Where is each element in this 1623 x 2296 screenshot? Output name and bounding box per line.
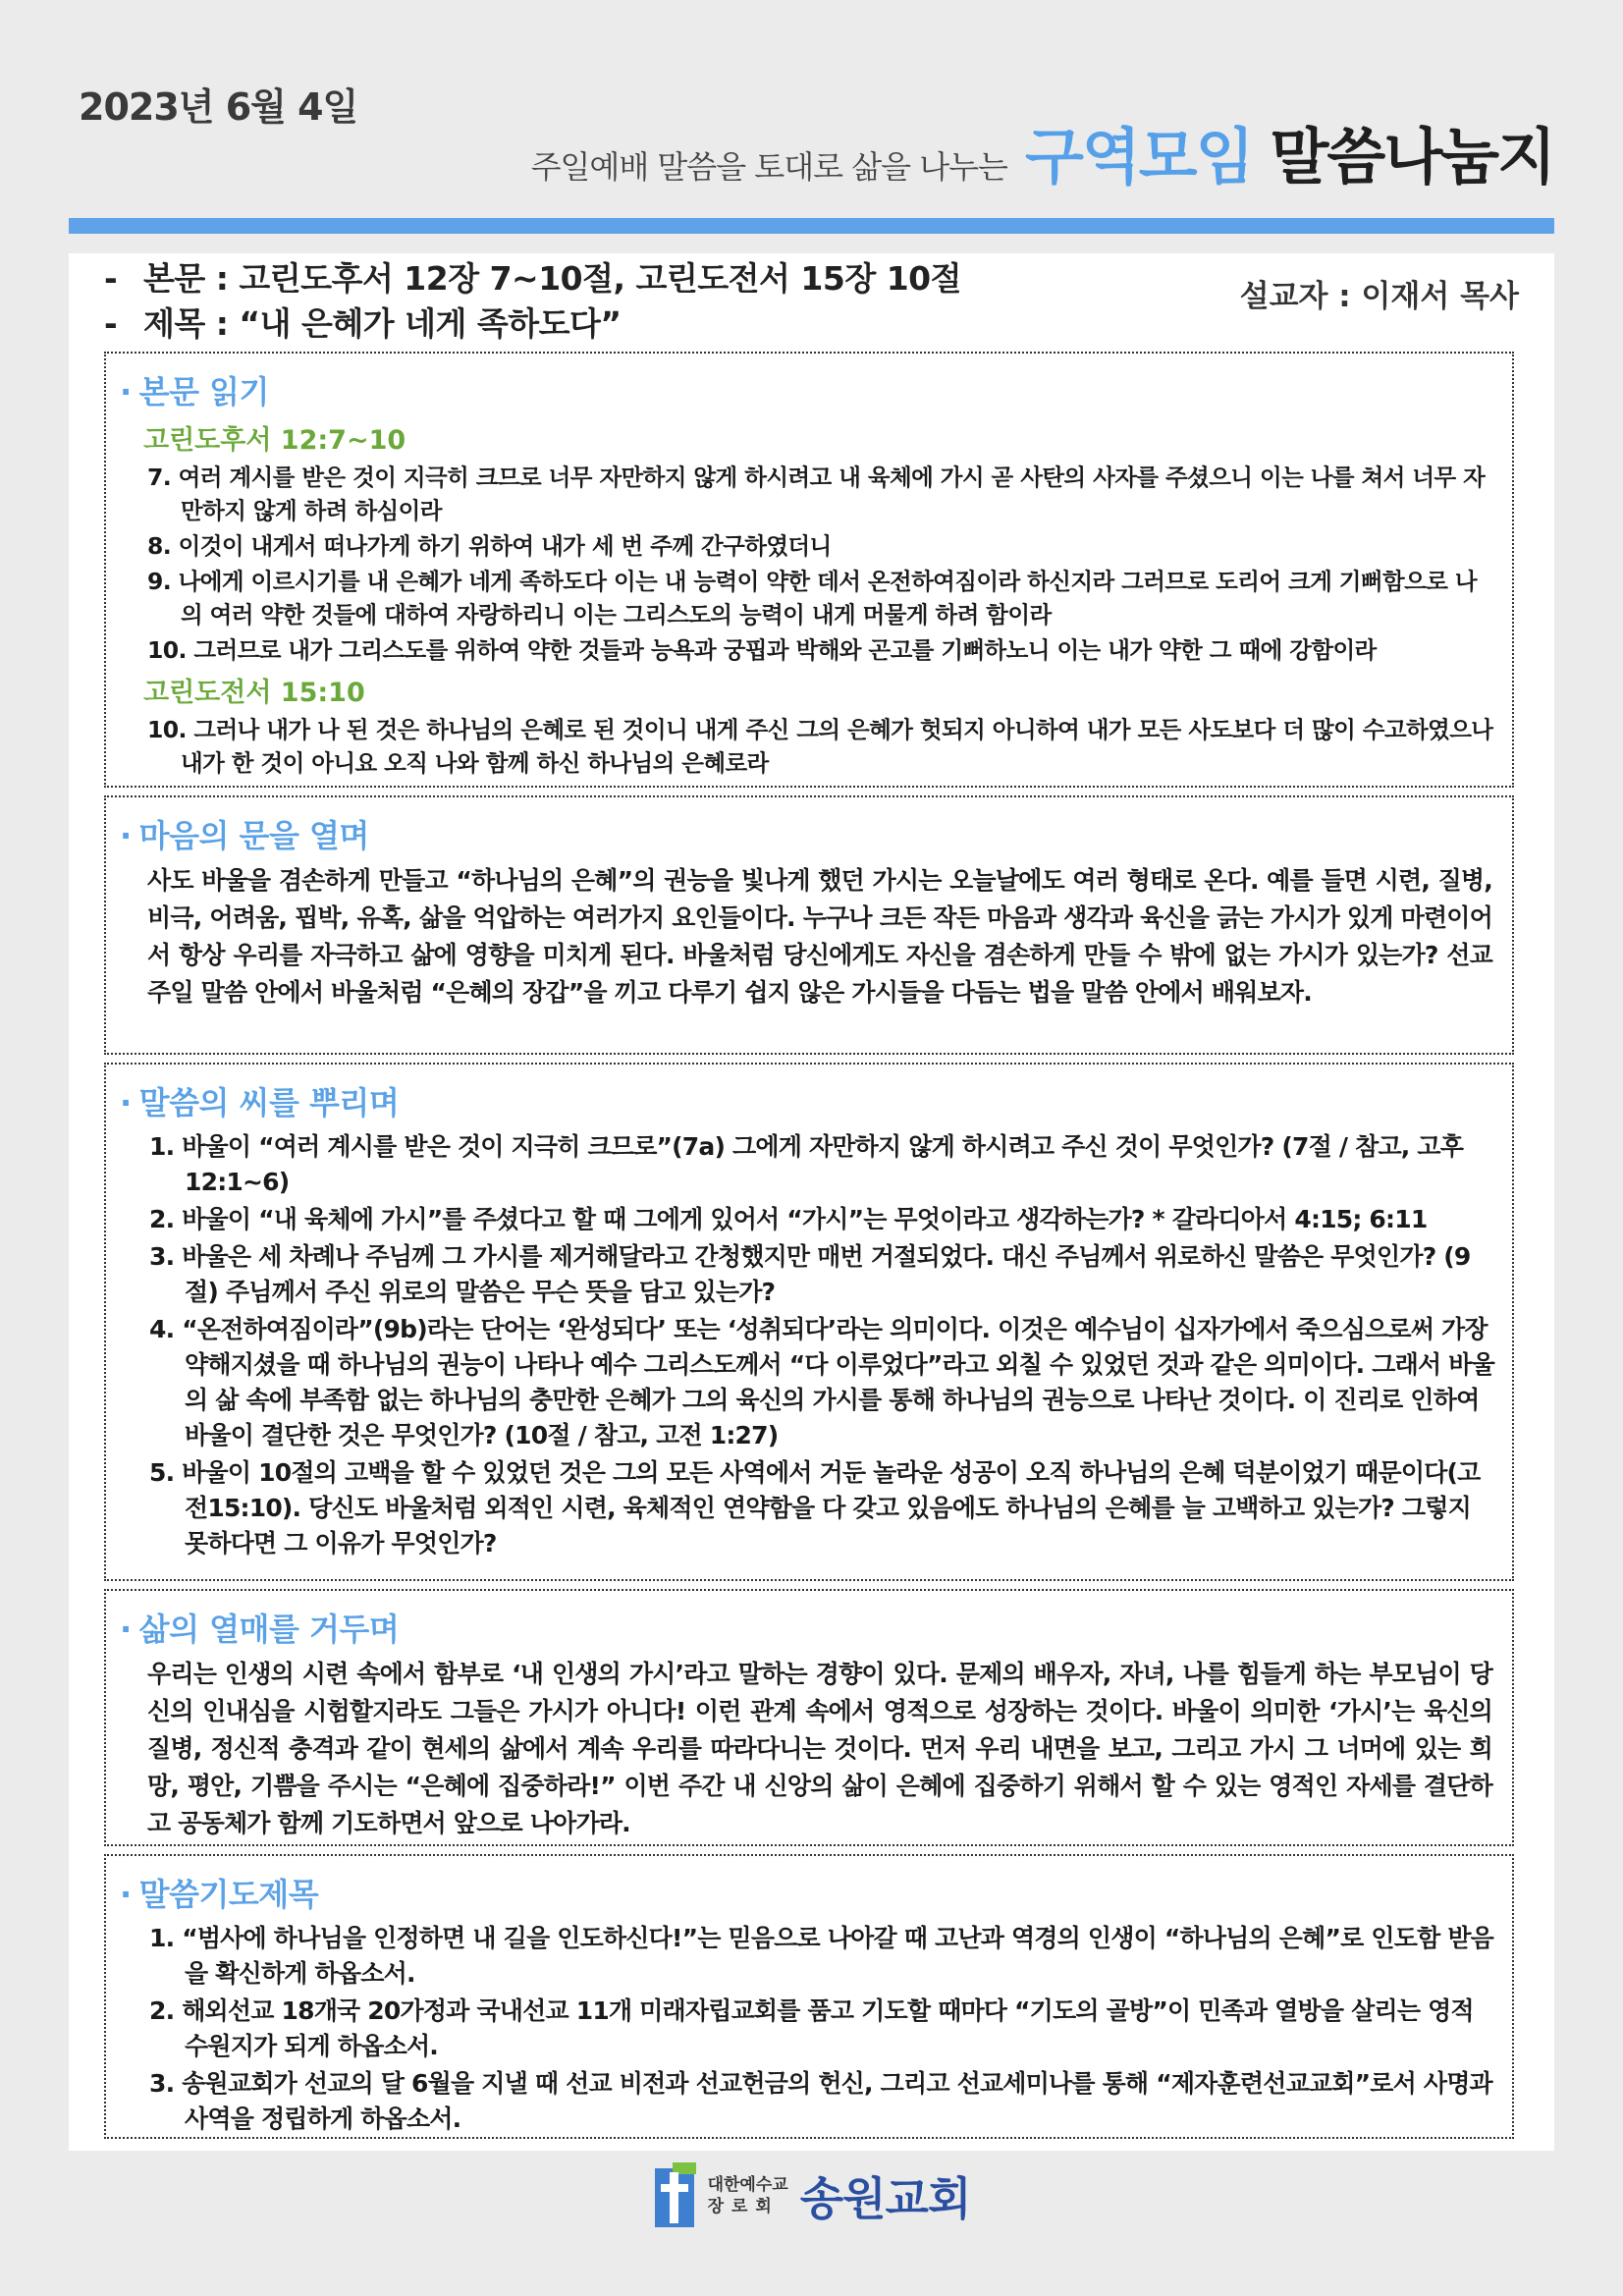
section-harvest: [104, 1589, 1514, 1846]
question-item: 4. “온전하여짐이라”(9b)라는 단어는 ‘완성되다’ 또는 ‘성취되다’라는 의미이다. 이것은 예수님이 십자가에서 죽으심으로써 가장 약해지셨을 때 하나님의 권능이 나타나 예수 그리스도께서 “다 이루었다”라고 외칠 수 있었던 것과 같은 의미이다. 그래서 바울의 삶 속에 부족함 없는 하나님의 충만한 은혜가 그의 육신의 가시를 통해 하나님의 권능으로 나타난 것이다. 이 진리로 인하여 바울이 결단한 것은 무엇인가? (10절 / 참고, 고전 1:27): [149, 1315, 1494, 1449]
bullet-dot-icon: ·: [120, 1876, 132, 1913]
denomination-label: [708, 2174, 788, 2217]
date: 2023년 6월 4일: [79, 85, 358, 129]
headline: [531, 108, 1554, 195]
church-cross-icon: [653, 2162, 696, 2229]
dash-bullet: -: [104, 304, 118, 343]
question-item: 5. 바울이 10절의 고백을 할 수 있었던 것은 그의 모든 사역에서 거둔 놀라운 성공이 오직 하나님의 은혜 덕분이었기 때문이다(고전15:10). 당신도 바울처럼 외적인 시련, 육체적인 연약함을 다 갖고 있음에도 하나님의 은혜를 늘 고백하고 있는가? 그렇지 못하다면 그 이유가 무엇인가?: [149, 1458, 1481, 1558]
question-item: 1. 바울이 “여러 계시를 받은 것이 지극히 크므로”(7a) 그에게 자만하지 않게 하시려고 주신 것이 무엇인가? (7절 / 참고, 고후 12:1~6): [149, 1132, 1464, 1196]
section-paragraph: 우리는 인생의 시련 속에서 함부로 ‘내 인생의 가시’라고 말하는 경향이 있다. 문제의 배우자, 자녀, 나를 힘들게 하는 부모님이 당신의 인내심을 시험할지라도 그들은 가시가 아니다! 이런 관계 속에서 영적으로 성장하는 것이다. 바울이 의미한 ‘가시’는 육신의 질병, 정신적 충격과 같이 현세의 삶에서 계속 우리를 따라다니는 것이다. 먼저 우리 내면을 보고, 그리고 가시 그 너머에 있는 희망, 평안, 기쁨을 주시는 “은혜에 집중하라!” 이번 주간 내 신앙의 삶이 은혜에 집중하기 위해서 할 수 있는 영적인 자세를 결단하고 공동체가 함께 기도하면서 앞으로 나아가라.: [147, 1660, 1492, 1837]
headline-highlight: 구역모임: [1024, 121, 1253, 192]
preacher: 설교자 : 이재서 목사: [1239, 279, 1519, 314]
question-item: 2. 바울이 “내 육체에 가시”를 주셨다고 할 때 그에게 있어서 “가시”는 무엇이라고 생각하는가? * 갈라디아서 4:15; 6:11: [149, 1205, 1428, 1233]
section-reading: [104, 352, 1514, 788]
section-title-text: 마음의 문을 열며: [138, 817, 369, 854]
verse: 7. 여러 계시를 받은 것이 지극히 크므로 너무 자만하지 않게 하시려고 내 육체에 가시 곧 사탄의 사자를 주셨으니 이는 나를 쳐서 너무 자만하지 않게 하려 하심이라: [147, 464, 1486, 524]
scripture-text: 본문 : 고린도후서 12장 7~10절, 고린도전서 15장 10절: [143, 259, 962, 298]
section-title-text: 말씀의 씨를 뿌리며: [138, 1084, 400, 1121]
denomination-bottom: 장로회: [707, 2197, 780, 2216]
sermon-meta: [104, 253, 1519, 350]
dash-bullet: -: [104, 259, 118, 298]
section-paragraph: 사도 바울을 겸손하게 만들고 “하나님의 은혜”의 권능을 빛나게 했던 가시는 오늘날에도 여러 형태로 온다. 예를 들면 시련, 질병, 비극, 어려움, 핍박, 유혹, 삶을 억압하는 여러가지 요인들이다. 누구나 크든 작든 마음과 생각과 육신을 긁는 가시가 있게 마련이어서 항상 우리를 자극하고 삶에 영향을 미치게 된다. 바울처럼 당신에게도 자신을 겸손하게 만들 수 밖에 없는 가시가 있는가? 선교주일 말씀 안에서 바울처럼 “은혜의 장갑”을 끼고 다루기 쉽지 않은 가시들을 다듬는 법을 말씀 안에서 배워보자.: [147, 866, 1492, 1007]
headline-subtitle: 주일예배 말씀을 토대로 삶을 나누는: [530, 148, 1007, 186]
section-title: [120, 367, 1498, 412]
bullet-dot-icon: ·: [120, 817, 132, 854]
section-title-text: 말씀기도제목: [138, 1876, 319, 1913]
section-seed: [104, 1063, 1514, 1581]
bullet-dot-icon: ·: [120, 1084, 132, 1121]
section-prayer: [104, 1854, 1514, 2139]
cross-logo-svg: [653, 2162, 696, 2229]
church-name: 송원교회: [799, 2172, 971, 2225]
scripture-ref: 고린도전서 15:10: [143, 678, 365, 708]
verse: 10. 그러나 내가 나 된 것은 하나님의 은혜로 된 것이니 내게 주신 그의 은혜가 헛되지 아니하여 내가 모든 사도보다 더 많이 수고하였으나 내가 한 것이 아니요 오직 나와 함께 하신 하나님의 은혜로라: [147, 716, 1493, 777]
section-title: [120, 1078, 1498, 1123]
prayer-item: 2. 해외선교 18개국 20가정과 국내선교 11개 미래자립교회를 품고 기도할 때마다 “기도의 골방”이 민족과 열방을 살리는 영적 수원지가 되게 하옵소서.: [149, 1996, 1474, 2060]
scripture-ref: 고린도후서 12:7~10: [143, 425, 406, 456]
headline-main: 말씀나눔지: [1270, 121, 1554, 192]
bullet-dot-icon: ·: [120, 1611, 132, 1648]
header-divider-bar: [69, 218, 1554, 234]
topic-text: 제목 : “내 은혜가 네게 족하도다”: [143, 304, 622, 343]
content-paper: [69, 253, 1554, 2151]
topic-line: [104, 299, 622, 345]
section-title-text: 삶의 열매를 거두며: [138, 1611, 400, 1648]
verse: 10. 그러므로 내가 그리스도를 위하여 약한 것들과 능욕과 궁핍과 박해와 곤고를 기뻐하노니 이는 내가 약한 그 때에 강함이라: [147, 636, 1377, 664]
section-title: [120, 811, 1498, 856]
prayer-item: 3. 송원교회가 선교의 달 6월을 지낼 때 선교 비전과 선교헌금의 헌신, 그리고 선교세미나를 통해 “제자훈련선교교회”로서 사명과 사역을 정립하게 하옵소서.: [149, 2069, 1492, 2133]
verse: 8. 이것이 내게서 떠나가게 하기 위하여 내가 세 번 주께 간구하였더니: [147, 532, 832, 560]
denomination-top: 대한예수교: [707, 2175, 788, 2195]
prayer-item: 1. “범사에 하나님을 인정하면 내 길을 인도하신다!”는 믿음으로 나아갈 때 고난과 역경의 인생이 “하나님의 은혜”로 인도함 받음을 확신하게 하옵소서.: [149, 1924, 1494, 1988]
section-title-text: 본문 읽기: [138, 373, 269, 410]
verse: 9. 나에게 이르시기를 내 은혜가 네게 족하도다 이는 내 능력이 약한 데서 온전하여짐이라 하신지라 그러므로 도리어 크게 기뻐함으로 나의 여러 약한 것들에 대하여 자랑하리니 이는 그리스도의 능력이 내게 머물게 하려 함이라: [147, 568, 1477, 629]
scripture-line: [104, 253, 961, 300]
section-title: [120, 1870, 1498, 1915]
section-title: [120, 1605, 1498, 1650]
bullet-dot-icon: ·: [120, 373, 132, 410]
question-item: 3. 바울은 세 차례나 주님께 그 가시를 제거해달라고 간청했지만 매번 거절되었다. 대신 주님께서 위로하신 말씀은 무엇인가? (9절) 주님께서 주신 위로의 말씀은 무슨 뜻을 담고 있는가?: [149, 1242, 1471, 1306]
church-logo: [0, 2157, 1623, 2235]
section-open-heart: [104, 795, 1514, 1055]
